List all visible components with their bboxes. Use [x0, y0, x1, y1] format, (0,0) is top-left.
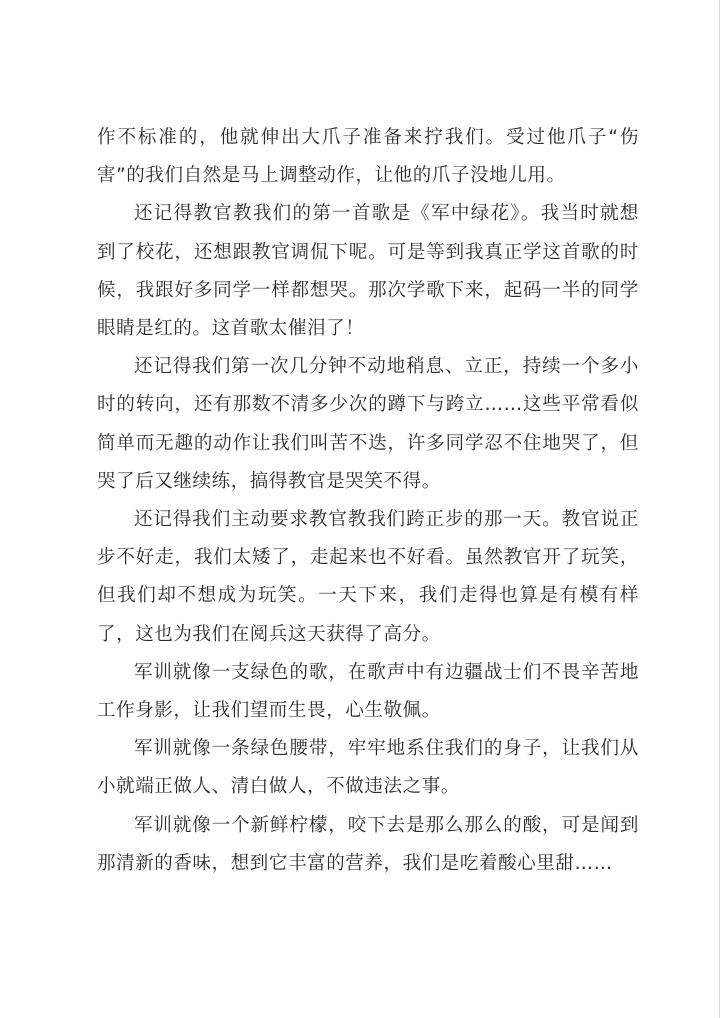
document-body — [97, 119, 639, 883]
paragraph-7: 军训就像一个新鲜柠檬，咬下去是那么那么的酸，可是闻到那清新的香味，想到它丰富的营养，我们是吃着酸心里甜…… — [97, 814, 639, 874]
paragraph-1: 作不标准的，他就伸出大爪子准备来拧我们。受过他爪子“伤害”的我们自然是马上调整动作，让他的爪子没地儿用。 — [97, 127, 639, 187]
paragraph-2: 还记得教官教我们的第一首歌是《军中绿花》。我当时就想到了校花，还想跟教官调侃下呢。可是等到我真正学这首歌的时候，我跟好多同学一样都想哭。那次学歌下来，起码一半的同学眼睛是红的。这首歌太催泪了！ — [97, 203, 639, 340]
paragraph-4: 还记得我们主动要求教官教我们跨正步的那一天。教官说正步不好走，我们太矮了，走起来也不好看。虽然教官开了玩笑，但我们却不想成为玩笑。一天下来，我们走得也算是有模有样了，这也为我们在阅兵这天获得了高分。 — [97, 509, 639, 645]
paragraph-3: 还记得我们第一次几分钟不动地稍息、立正，持续一个多小时的转向，还有那数不清多少次的蹲下与跨立……这些平常看似简单而无趣的动作让我们叫苦不迭，许多同学忍不住地哭了，但哭了后又继续练，搞得教官是哭笑不得。 — [97, 356, 639, 492]
paragraph-5: 军训就像一支绿色的歌，在歌声中有边疆战士们不畏辛苦地工作身影，让我们望而生畏，心生敬佩。 — [97, 661, 639, 722]
paragraph-6: 军训就像一条绿色腰带，牢牢地系住我们的身子，让我们从小就端正做人、清白做人，不做违法之事。 — [97, 738, 639, 798]
